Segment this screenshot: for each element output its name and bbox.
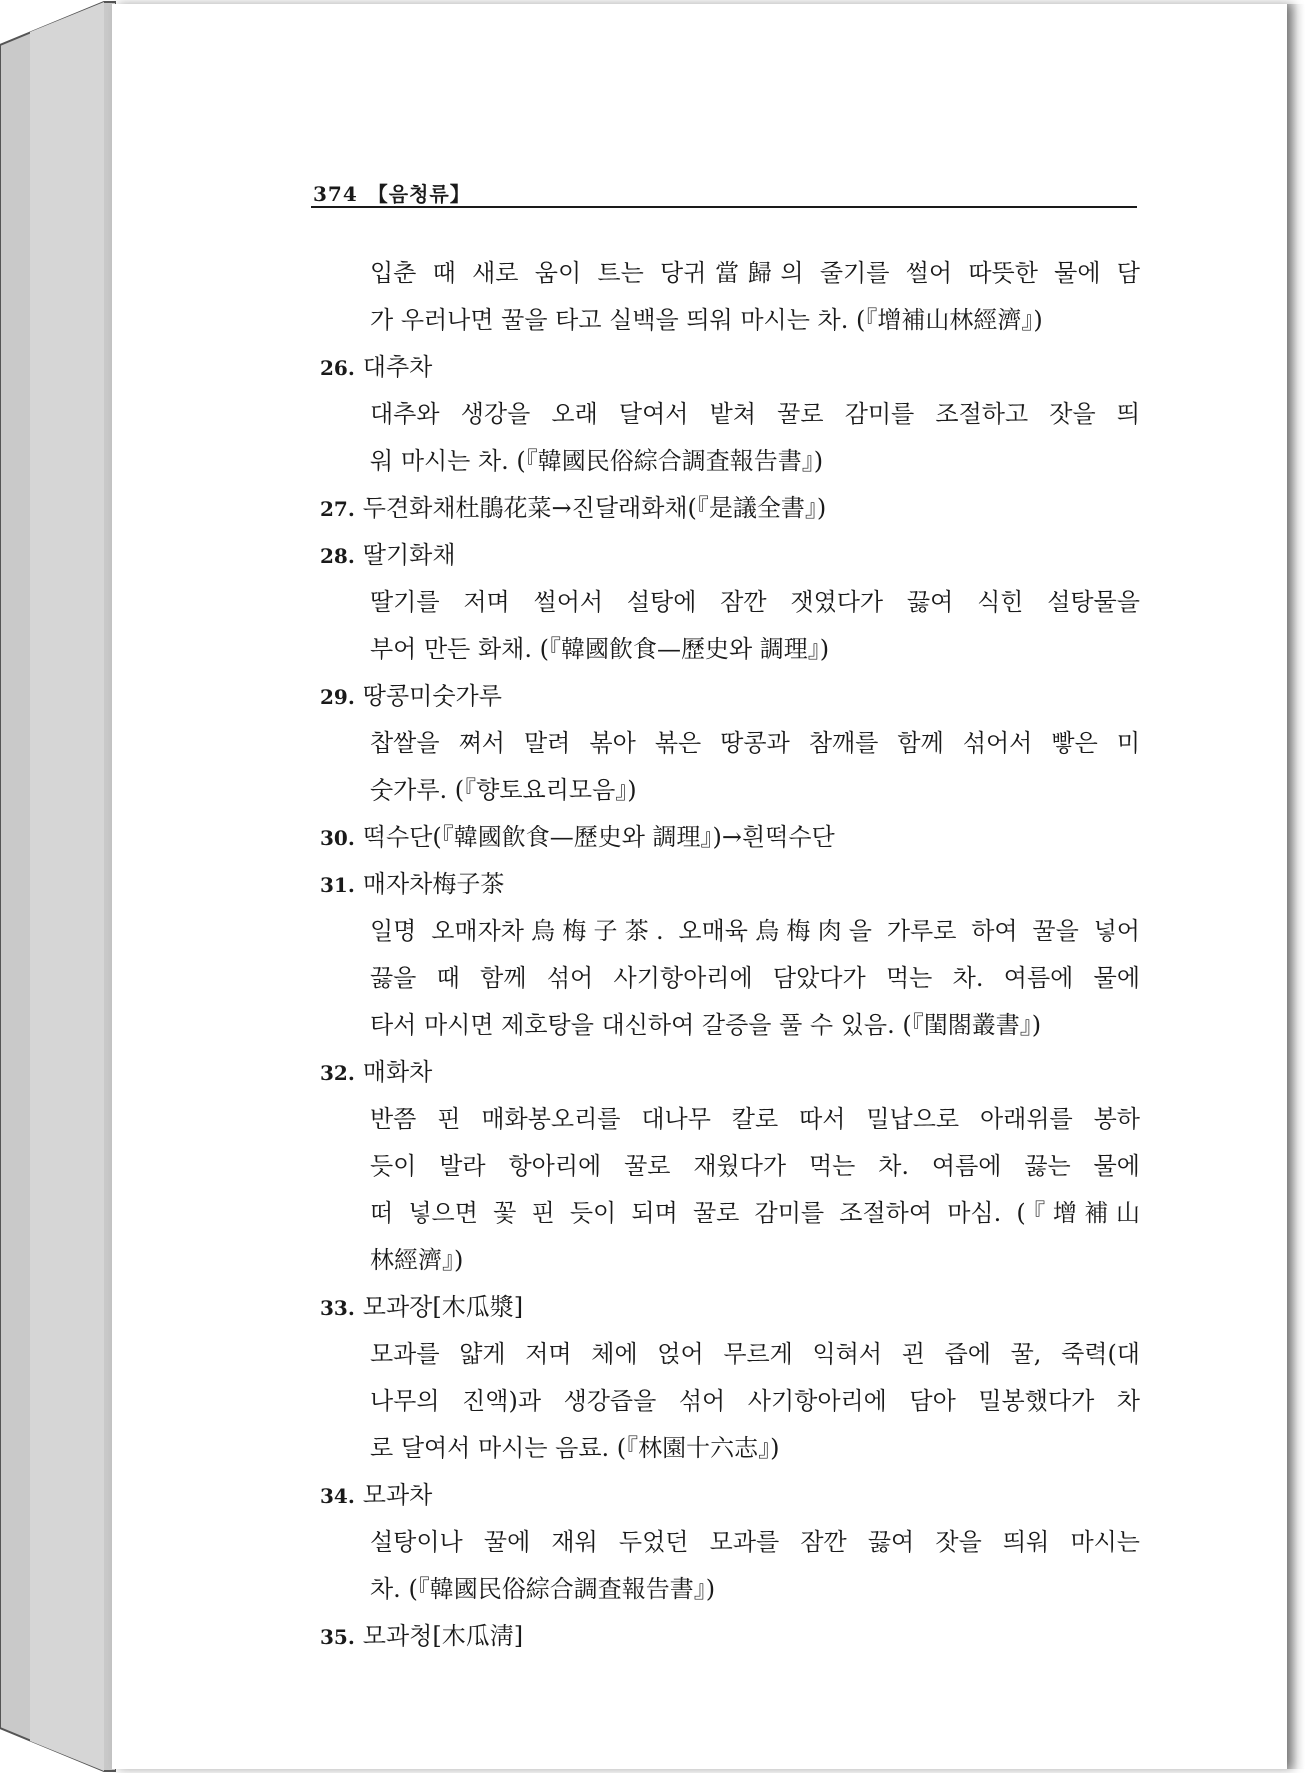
entry-title: 딸기화채	[362, 541, 456, 569]
body-line: 숫가루. (『향토요리모음』)	[370, 776, 637, 804]
body-line: 부어 만든 화채. (『韓國飮食—歷史와 調理』)	[370, 635, 830, 663]
entry-title: 땅콩미숫가루	[362, 682, 502, 710]
entry-heading	[320, 485, 1140, 532]
section-title: 【음청류】	[367, 182, 471, 206]
entry-heading	[320, 673, 1140, 720]
entry-heading	[320, 532, 1140, 579]
entry-number: 32.	[320, 1061, 355, 1085]
entry-number: 26.	[320, 356, 355, 380]
body-line: 딸기를 저며 썰어서 설탕에 잠깐 잿였다가 끓여 식힌 설탕물을	[370, 588, 1140, 616]
entry-number: 30.	[320, 826, 355, 850]
entry-title: 매화차	[362, 1058, 433, 1086]
page-number: 374	[313, 182, 358, 206]
entry-heading	[320, 1613, 1140, 1660]
body-line: 듯이 발라 항아리에 꿀로 재웠다가 먹는 차. 여름에 끓는 물에	[370, 1152, 1140, 1180]
entry-title: 모과청[木瓜淸]	[362, 1622, 524, 1650]
body-line: 설탕이나 꿀에 재워 두었던 모과를 잠깐 끓여 잣을 띄워 마시는	[370, 1528, 1140, 1556]
entry-title: 두견화채杜鵑花菜→진달래화채(『是議全書』)	[362, 494, 827, 522]
entry-number: 28.	[320, 544, 355, 568]
entry-heading	[320, 344, 1140, 391]
entry-title: 대추차	[362, 353, 433, 381]
body-line: 워 마시는 차. (『韓國民俗綜合調査報告書』)	[370, 447, 824, 475]
body-line: 차. (『韓國民俗綜合調査報告書』)	[370, 1575, 716, 1603]
body-line: 가 우러나면 꿀을 타고 실백을 띄워 마시는 차. (『增補山林經濟』)	[370, 306, 1043, 334]
entry-heading	[320, 1049, 1140, 1096]
body-line: 대추와 생강을 오래 달여서 밭쳐 꿀로 감미를 조절하고 잣을 띄	[370, 400, 1140, 428]
entry-number: 27.	[320, 497, 355, 521]
entry-number: 31.	[320, 873, 355, 897]
entry-list	[320, 250, 1140, 1660]
body-line: 모과를 얇게 저며 체에 얹어 무르게 익혀서 괸 즙에 꿀, 죽력(대	[370, 1340, 1140, 1368]
entry-title: 모과차	[362, 1481, 433, 1509]
body-line: 끓을 때 함께 섞어 사기항아리에 담았다가 먹는 차. 여름에 물에	[370, 964, 1140, 992]
body-line: 입춘 때 새로 움이 트는 당귀當歸의 줄기를 썰어 따뜻한 물에 담	[370, 259, 1140, 287]
body-line: 타서 마시면 제호탕을 대신하여 갈증을 풀 수 있음. (『閨閤叢書』)	[370, 1011, 1042, 1039]
body-line: 찹쌀을 쪄서 말려 볶아 볶은 땅콩과 참깨를 함께 섞어서 빻은 미	[370, 729, 1140, 757]
page-header	[313, 178, 1139, 207]
body-line: 일명 오매자차烏梅子茶. 오매육烏梅肉을 가루로 하여 꿀을 넣어	[370, 917, 1140, 945]
body-line: 반쯤 핀 매화봉오리를 대나무 칼로 따서 밀납으로 아래위를 봉하	[370, 1105, 1140, 1133]
entry-number: 29.	[320, 685, 355, 709]
entry-heading	[320, 814, 1140, 861]
entry-heading	[320, 1284, 1140, 1331]
body-line: 로 달여서 마시는 음료. (『林園十六志』)	[370, 1434, 780, 1462]
entry-heading	[320, 1472, 1140, 1519]
body-line: 나무의 진액)과 생강즙을 섞어 사기항아리에 담아 밀봉했다가 차	[370, 1387, 1140, 1415]
header-rule	[311, 206, 1137, 208]
body-line: 떠 넣으면 꽃 핀 듯이 되며 꿀로 감미를 조절하여 마심. (『增補山	[370, 1199, 1140, 1227]
entry-title: 모과장[木瓜漿]	[362, 1293, 524, 1321]
entry-title: 떡수단(『韓國飮食—歷史와 調理』)→흰떡수단	[362, 823, 835, 851]
entry-number: 35.	[320, 1625, 355, 1649]
book-spine	[0, 0, 116, 1773]
entry-number: 34.	[320, 1484, 355, 1508]
body-line: 林經濟』)	[370, 1246, 464, 1274]
page-edge	[1287, 4, 1305, 1769]
entry-heading	[320, 861, 1140, 908]
entry-title: 매자차梅子茶	[362, 870, 505, 898]
entry-number: 33.	[320, 1296, 355, 1320]
